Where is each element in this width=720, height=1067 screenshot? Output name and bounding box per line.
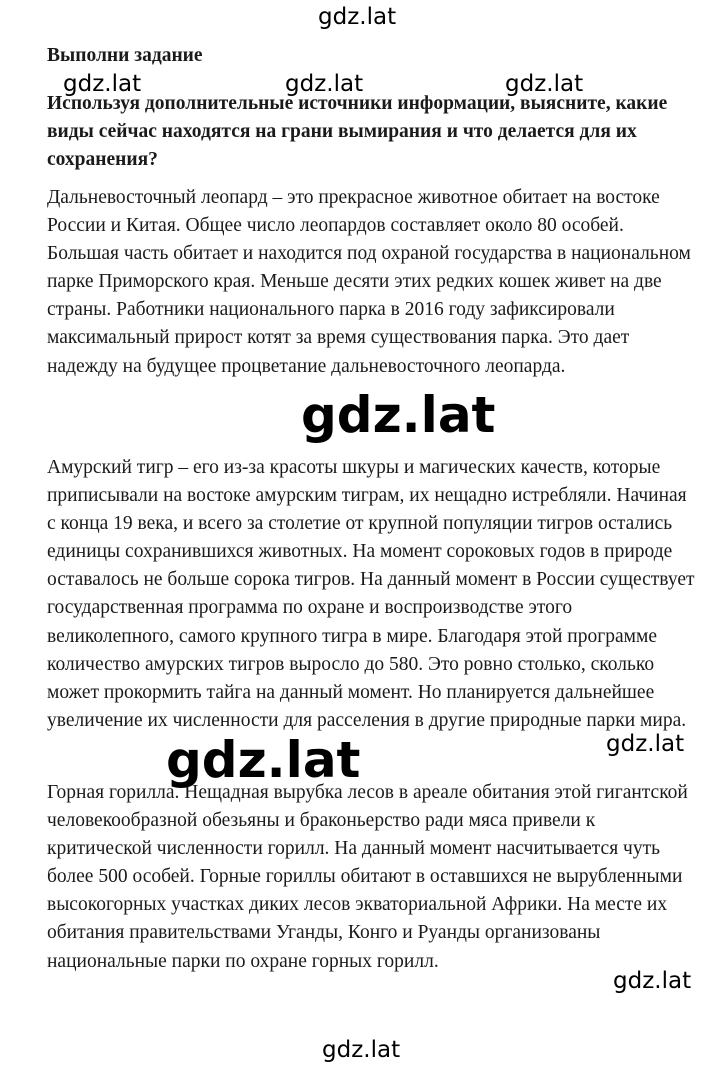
task-heading: Выполни задание	[47, 45, 203, 66]
watermark-row-center: gdz.lat	[285, 71, 364, 97]
watermark-top: gdz.lat	[318, 4, 397, 30]
watermark-right-lower: gdz.lat	[613, 968, 692, 994]
watermark-large-upper: gdz.lat	[301, 386, 496, 444]
paragraph-leopard: Дальневосточный леопард – это прекрасное животное обитает на востоке России и Китая. Общее число леопардов составляет около 80 особей. Большая часть обитает и находится под охраной государства в национальном парке Приморского края. Меньше десяти этих редких кошек живет на две страны. Работники национального парка в 2016 году зафиксировали максимальный прирост котят за время существования парка. Это дает надежду на будущее процветание дальневосточного леопарда.	[47, 187, 691, 377]
watermark-row-left: gdz.lat	[63, 71, 142, 97]
watermark-row-right: gdz.lat	[505, 71, 584, 97]
watermark-bottom: gdz.lat	[322, 1037, 401, 1063]
paragraph-tiger: Амурский тигр – его из-за красоты шкуры и магических качеств, которые приписывали на востоке амурским тиграм, их нещадно истребляли. Начиная с конца 19 века, и всего за столетие от крупной популяции тигров остались единицы сохранившихся животных. На момент сороковых годов в природе оставалось не больше сорока тигров. На данный момент в России существует государственная программа по охране и воспроизводстве этого великолепного, самого крупного тигра в мире. Благодаря этой программе количество амурских тигров выросло до 580. Это ровно столько, сколько может прокормить тайга на данный момент. Но планируется дальнейшее увеличение их численности для расселения в другие природные парки мира.	[47, 457, 695, 731]
paragraph-gorilla: Горная горилла. Нещадная вырубка лесов в ареале обитания этой гигантской человекообразной обезьяны и браконьерство ради мяса привели к критической численности горилл. На данный момент насчитывается чуть более 500 особей. Горные гориллы обитают в оставшихся не вырубленными высокогорных участках диких лесов экваториальной Африки. На месте их обитания правительствами Уганды, Конго и Руанды организованы национальные парки по охране горных горилл.	[47, 782, 688, 972]
question-text: Используя дополнительные источники информации, выясните, какие виды сейчас находятся на грани вымирания и что делается для их сохранения?	[47, 93, 668, 170]
watermark-right-middle: gdz.lat	[606, 731, 685, 757]
watermark-large-lower: gdz.lat	[166, 731, 361, 789]
